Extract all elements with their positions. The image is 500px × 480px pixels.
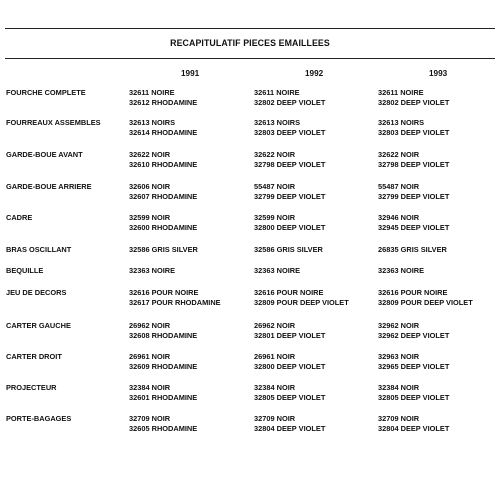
table-row (0, 150, 500, 174)
table-row (0, 383, 500, 407)
part-entry: 32586 GRIS SILVER (254, 245, 323, 254)
cell-1993 (378, 182, 449, 202)
cell-1992 (254, 182, 325, 202)
part-entry: 32363 NOIRE (378, 266, 425, 275)
cell-1993 (378, 288, 473, 308)
part-entry: 32804 DEEP VIOLET (378, 424, 450, 433)
part-entry: 32709 NOIR (378, 414, 420, 423)
part-entry: 32803 DEEP VIOLET (254, 128, 326, 137)
part-entry: 32616 POUR NOIRE (254, 288, 324, 297)
part-entry: 32803 DEEP VIOLET (378, 128, 450, 137)
part-entry: 26961 NOIR (129, 352, 171, 361)
cell-1992 (254, 88, 325, 108)
part-entry: 32622 NOIR (129, 150, 171, 159)
part-entry: 32965 DEEP VIOLET (378, 362, 450, 371)
cell-1991 (129, 352, 197, 372)
cell-1991 (129, 321, 197, 341)
cell-1992 (254, 266, 300, 276)
part-entry: 32801 DEEP VIOLET (254, 331, 326, 340)
part-entry: 32384 NOIR (129, 383, 171, 392)
part-entry: 32709 NOIR (129, 414, 171, 423)
row-label: CADRE (6, 213, 33, 222)
cell-1993 (378, 352, 449, 372)
cell-1993 (378, 383, 449, 403)
cell-1992 (254, 150, 325, 170)
part-entry: 32800 DEEP VIOLET (254, 223, 326, 232)
table-row (0, 213, 500, 237)
part-entry: 32608 RHODAMINE (129, 331, 198, 340)
part-entry: 32945 DEEP VIOLET (378, 223, 450, 232)
cell-1993 (378, 150, 449, 170)
cell-1993 (378, 266, 424, 276)
cell-1992 (254, 321, 325, 341)
part-entry: 32384 NOIR (254, 383, 296, 392)
cell-1993 (378, 414, 449, 434)
page-title: RECAPITULATIF PIECES EMAILLEES (170, 38, 330, 48)
part-entry: 32798 DEEP VIOLET (378, 160, 450, 169)
cell-1991 (129, 150, 197, 170)
year-header-1993: 1993 (429, 69, 448, 78)
cell-1991 (129, 414, 197, 434)
row-label: CARTER GAUCHE (6, 321, 71, 330)
part-entry: 32622 NOIR (378, 150, 420, 159)
cell-1992 (254, 414, 325, 434)
title-rule (5, 58, 495, 59)
part-entry: 26835 GRIS SILVER (378, 245, 447, 254)
row-label: BEQUILLE (6, 266, 44, 275)
part-entry: 32963 NOIR (378, 352, 420, 361)
table-row (0, 321, 500, 345)
cell-1993 (378, 213, 449, 233)
part-entry: 55487 NOIR (254, 182, 296, 191)
cell-1991 (129, 182, 197, 202)
cell-1993 (378, 88, 449, 108)
cell-1991 (129, 88, 197, 108)
row-label: PROJECTEUR (6, 383, 57, 392)
row-label: PORTE-BAGAGES (6, 414, 72, 423)
part-entry: 32610 RHODAMINE (129, 160, 198, 169)
part-entry: 32799 DEEP VIOLET (378, 192, 450, 201)
part-entry: 26962 NOIR (129, 321, 171, 330)
part-entry: 32802 DEEP VIOLET (254, 98, 326, 107)
part-entry: 32599 NOIR (254, 213, 296, 222)
cell-1993 (378, 321, 449, 341)
part-entry: 32622 NOIR (254, 150, 296, 159)
part-entry: 32800 DEEP VIOLET (254, 362, 326, 371)
row-label: JEU DE DECORS (6, 288, 67, 297)
cell-1993 (378, 245, 447, 255)
part-entry: 32586 GRIS SILVER (129, 245, 198, 254)
part-entry: 26961 NOIR (254, 352, 296, 361)
part-entry: 55487 NOIR (378, 182, 420, 191)
part-entry: 32614 RHODAMINE (129, 128, 198, 137)
row-label: GARDE-BOUE AVANT (6, 150, 83, 159)
part-entry: 32612 RHODAMINE (129, 98, 198, 107)
year-header-1992: 1992 (305, 69, 324, 78)
part-entry: 32613 NOIRS (129, 118, 176, 127)
row-label: FOURCHE COMPLETE (6, 88, 86, 97)
table-row (0, 266, 500, 290)
part-entry: 32962 NOIR (378, 321, 420, 330)
cell-1991 (129, 383, 197, 403)
part-entry: 32802 DEEP VIOLET (378, 98, 450, 107)
part-entry: 26962 NOIR (254, 321, 296, 330)
part-entry: 32809 POUR DEEP VIOLET (254, 298, 349, 307)
table-row (0, 288, 500, 312)
cell-1991 (129, 266, 175, 276)
cell-1992 (254, 352, 325, 372)
part-entry: 32962 DEEP VIOLET (378, 331, 450, 340)
top-rule (5, 28, 495, 29)
part-entry: 32607 RHODAMINE (129, 192, 198, 201)
cell-1992 (254, 245, 323, 255)
part-entry: 32617 POUR RHODAMINE (129, 298, 221, 307)
row-label: CARTER DROIT (6, 352, 62, 361)
table-row (0, 118, 500, 142)
part-entry: 32611 NOIRE (129, 88, 175, 97)
table-row (0, 414, 500, 438)
row-label: FOURREAUX ASSEMBLES (6, 118, 101, 127)
cell-1992 (254, 288, 349, 308)
part-entry: 32616 POUR NOIRE (378, 288, 448, 297)
part-entry: 32601 RHODAMINE (129, 393, 198, 402)
cell-1991 (129, 213, 197, 233)
part-entry: 32606 NOIR (129, 182, 171, 191)
part-entry: 32798 DEEP VIOLET (254, 160, 326, 169)
part-entry: 32613 NOIRS (254, 118, 301, 127)
part-entry: 32799 DEEP VIOLET (254, 192, 326, 201)
cell-1992 (254, 383, 325, 403)
year-header-1991: 1991 (181, 69, 200, 78)
part-entry: 32599 NOIR (129, 213, 171, 222)
cell-1993 (378, 118, 449, 138)
part-entry: 32609 RHODAMINE (129, 362, 198, 371)
part-entry: 32611 NOIRE (378, 88, 424, 97)
part-entry: 32809 POUR DEEP VIOLET (378, 298, 473, 307)
table-row (0, 352, 500, 376)
part-entry: 32804 DEEP VIOLET (254, 424, 326, 433)
cell-1991 (129, 118, 197, 138)
cell-1992 (254, 213, 325, 233)
part-entry: 32805 DEEP VIOLET (254, 393, 326, 402)
part-entry: 32384 NOIR (378, 383, 420, 392)
cell-1991 (129, 288, 221, 308)
part-entry: 32805 DEEP VIOLET (378, 393, 450, 402)
table-row (0, 88, 500, 112)
cell-1991 (129, 245, 198, 255)
part-entry: 32613 NOIRS (378, 118, 425, 127)
row-label: GARDE-BOUE ARRIERE (6, 182, 92, 191)
part-entry: 32946 NOIR (378, 213, 420, 222)
part-entry: 32605 RHODAMINE (129, 424, 198, 433)
part-entry: 32363 NOIRE (254, 266, 301, 275)
row-label: BRAS OSCILLANT (6, 245, 72, 254)
part-entry: 32709 NOIR (254, 414, 296, 423)
table-row (0, 182, 500, 206)
part-entry: 32616 POUR NOIRE (129, 288, 199, 297)
part-entry: 32611 NOIRE (254, 88, 300, 97)
part-entry: 32363 NOIRE (129, 266, 176, 275)
part-entry: 32600 RHODAMINE (129, 223, 198, 232)
cell-1992 (254, 118, 325, 138)
